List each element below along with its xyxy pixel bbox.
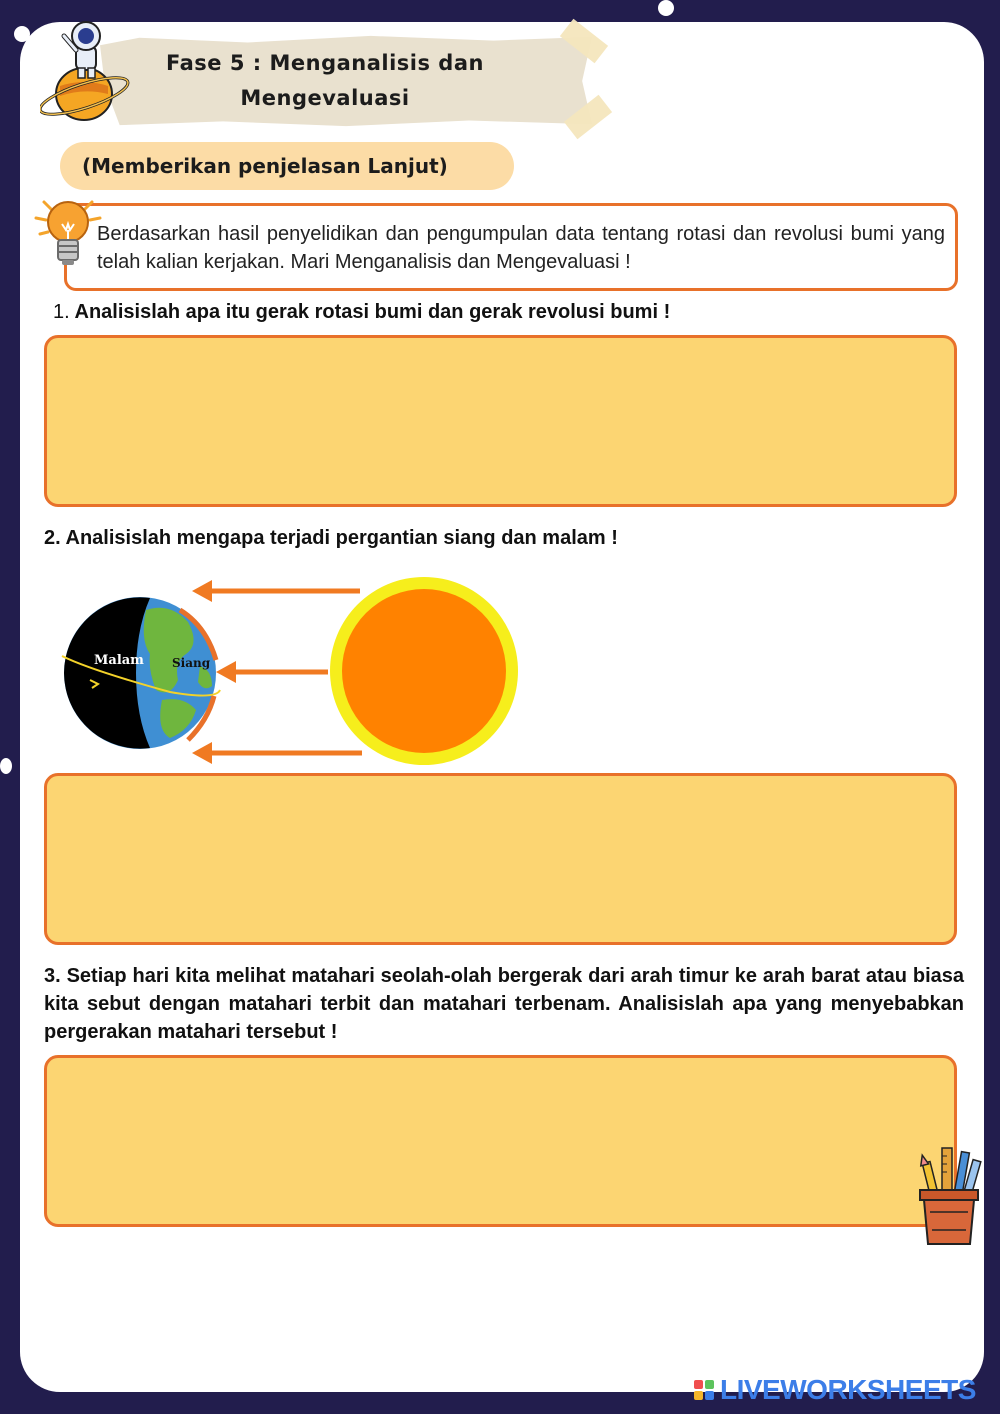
- answer-box-3[interactable]: [44, 1055, 957, 1227]
- question-2: [44, 524, 944, 552]
- night-label: Malam: [94, 653, 144, 668]
- astronaut-planet-icon: [40, 12, 136, 124]
- lightbulb-icon: [30, 194, 106, 274]
- question-text: Analisislah mengapa terjadi pergantian siang dan malam !: [65, 527, 618, 549]
- brand-name: LIVEWORKSHEETS: [720, 1374, 976, 1405]
- day-label: Siang: [172, 656, 211, 670]
- question-3: [44, 962, 964, 1046]
- earth-sun-illustration: [50, 570, 530, 770]
- star-dot: [0, 758, 12, 774]
- section-subtitle: (Memberikan penjelasan Lanjut): [82, 154, 448, 178]
- question-1: [53, 298, 953, 326]
- question-text: Setiap hari kita melihat matahari seolah-olah bergerak dari arah timur ke arah barat atau biasa kita sebut dengan matahari terbit dan matahari terbenam. Analisislah apa yang menyebabkan pergerakan matahari tersebut !: [44, 965, 964, 1043]
- page-title-line2: Mengevaluasi: [240, 86, 410, 110]
- page-title: [130, 46, 520, 116]
- page-title-line1: Fase 5 : Menganalisis dan: [166, 51, 484, 75]
- question-number: 1.: [53, 301, 70, 323]
- pencil-cup-icon: [914, 1142, 988, 1250]
- question-number: 3.: [44, 965, 61, 987]
- question-number: 2.: [44, 527, 61, 549]
- sun-icon: [330, 577, 518, 765]
- answer-box-1[interactable]: [44, 335, 957, 507]
- question-text: Analisislah apa itu gerak rotasi bumi dan gerak revolusi bumi !: [74, 301, 671, 323]
- earth-icon: [62, 597, 220, 749]
- answer-box-2[interactable]: [44, 773, 957, 945]
- star-dot: [658, 0, 674, 16]
- logo-grid-icon: [694, 1380, 714, 1400]
- brand-logo: [694, 1374, 994, 1406]
- intro-text: Berdasarkan hasil penyelidikan dan pengumpulan data tentang rotasi dan revolusi bumi yang telah kalian kerjakan. Mari Menganalisis dan Mengevaluasi !: [97, 223, 945, 273]
